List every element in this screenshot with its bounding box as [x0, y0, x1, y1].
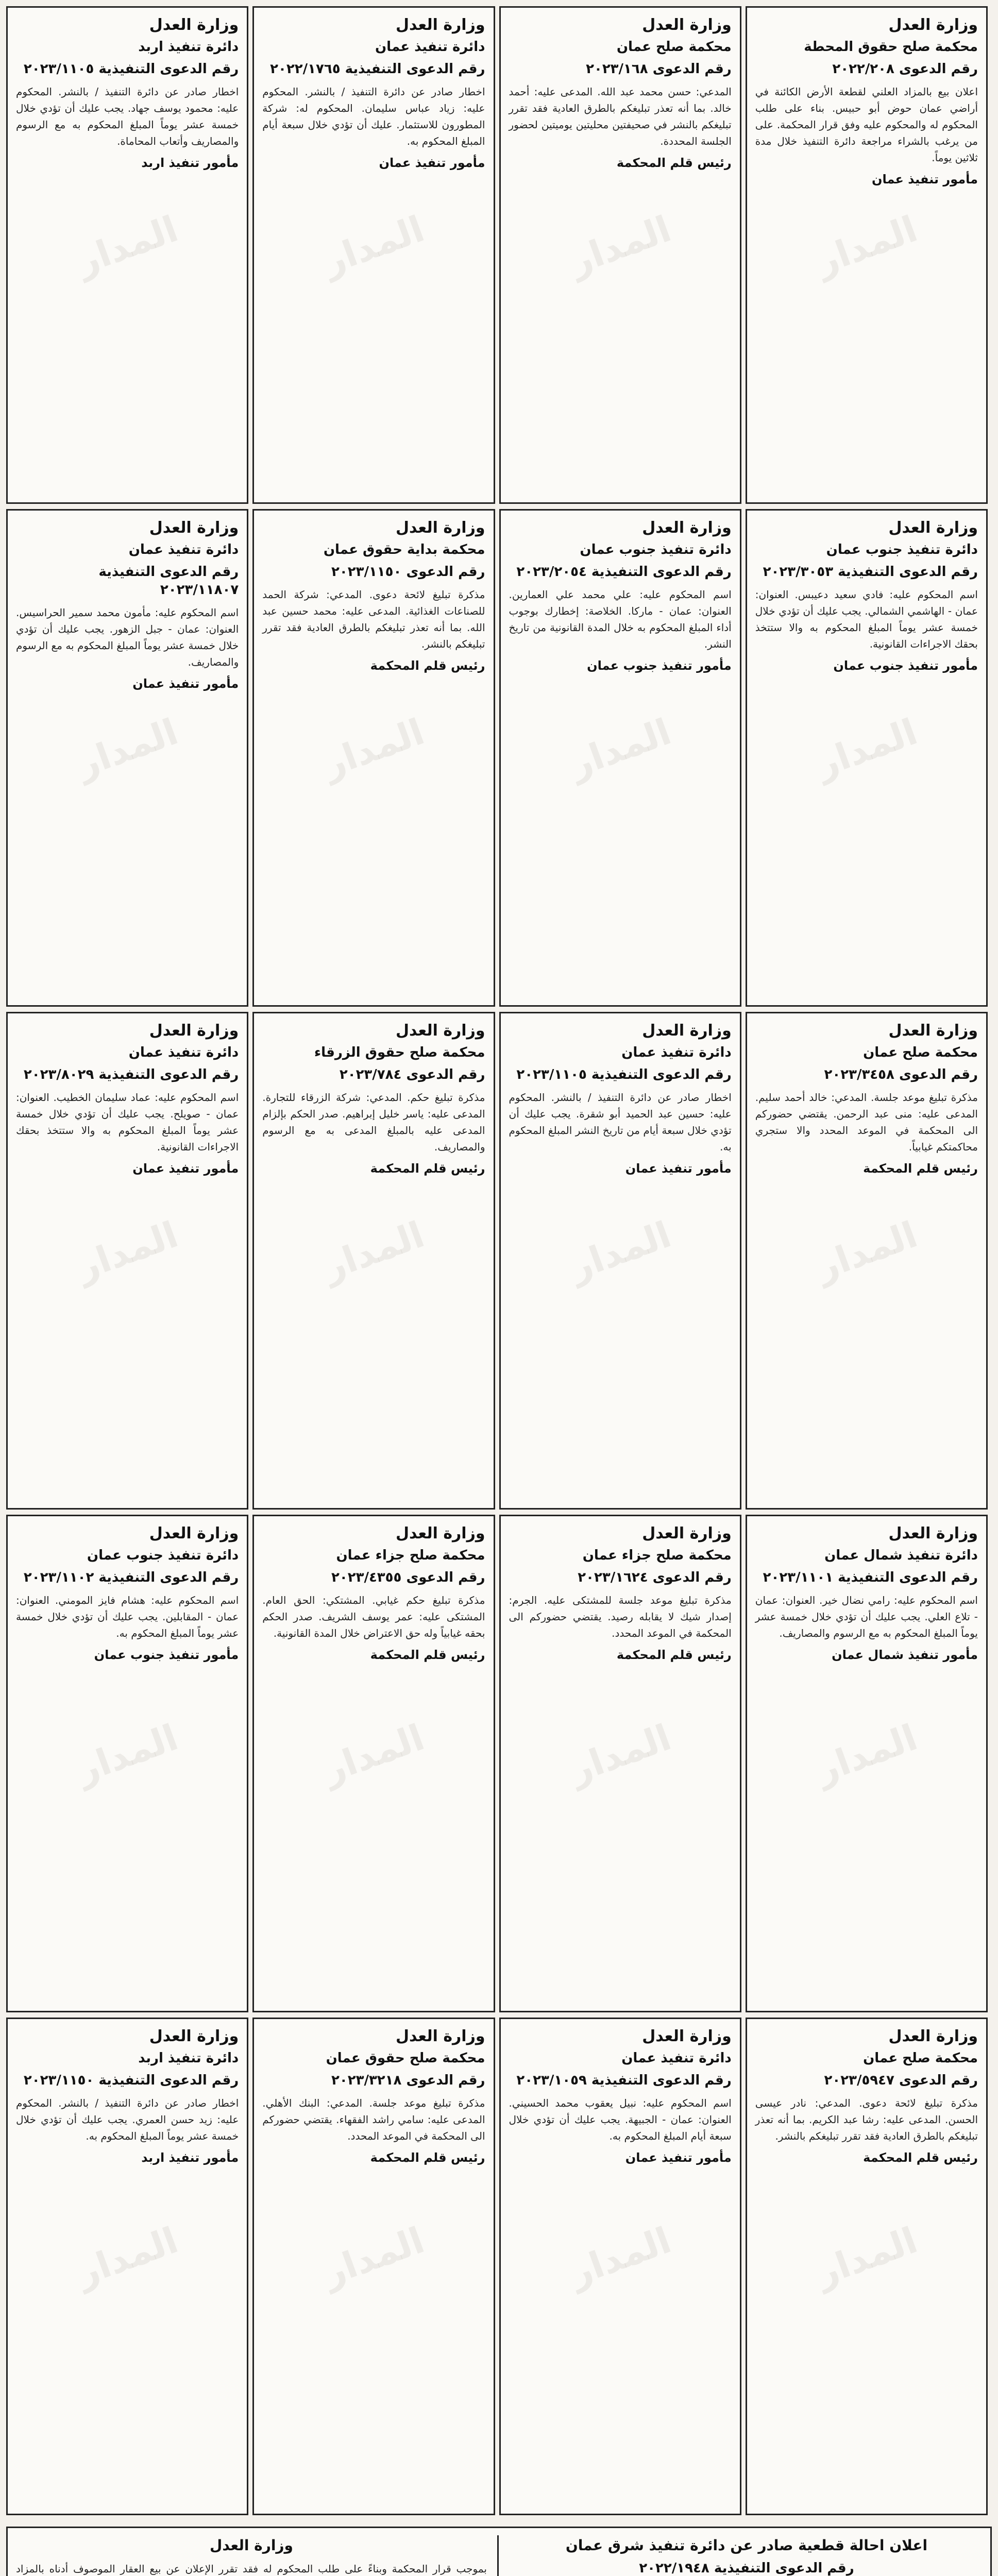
- ad-case-number: رقم الدعوى التنفيذية ٢٠٢٣/٢٠٥٤: [516, 564, 732, 580]
- ad-header: وزارة العدل: [888, 1022, 978, 1040]
- bottom-title-left: وزارة العدل: [210, 2537, 293, 2554]
- ad-case-number: رقم الدعوى التنفيذية ٢٠٢٣/٣٠٥٣: [763, 564, 978, 580]
- ad-cell: [499, 6, 741, 504]
- watermark: المدار: [71, 710, 184, 786]
- ad-signature: مأمور تنفيذ جنوب عمان: [587, 658, 732, 673]
- ad-signature: رئيس قلم المحكمة: [616, 1647, 732, 1662]
- ad-subheader: دائرة تنفيذ شمال عمان: [824, 1547, 978, 1563]
- ad-case-number: رقم الدعوى ٢٠٢٣/١١٥٠: [331, 564, 485, 580]
- ad-header: وزارة العدل: [888, 16, 978, 34]
- watermark: المدار: [810, 2218, 923, 2294]
- ad-header: وزارة العدل: [396, 1524, 485, 1543]
- watermark: المدار: [317, 207, 430, 283]
- ad-case-number: رقم الدعوى ٢٠٢٣/٥٩٤٧: [824, 2072, 978, 2088]
- ad-case-number: رقم الدعوى التنفيذية ٢٠٢٣/١١٥٠: [23, 2072, 239, 2088]
- ad-signature: رئيس قلم المحكمة: [370, 658, 485, 673]
- ad-case-number: رقم الدعوى التنفيذية ٢٠٢٣/١٠٥٩: [516, 2072, 732, 2088]
- ad-cell: [746, 509, 988, 1007]
- watermark: المدار: [810, 710, 923, 786]
- ad-header: وزارة العدل: [149, 1022, 239, 1040]
- ad-subheader: دائرة تنفيذ اربد: [138, 2050, 239, 2066]
- ad-body: مذكرة تبليغ حكم غيابي. المشتكي: الحق العام. المشتكى عليه: عمر يوسف الشريف. صدر الحكم بحقه غيابياً وله حق الاعتراض خلال المدة القانونية.: [262, 1594, 485, 1639]
- ad-header: وزارة العدل: [888, 519, 978, 537]
- watermark: المدار: [810, 207, 923, 283]
- bottom-case-number: رقم الدعوى التنفيذية ٢٠٢٢/١٩٤٨: [639, 2561, 854, 2576]
- ad-cell: [252, 2018, 495, 2515]
- ad-subheader: محكمة صلح حقوق المحطة: [804, 39, 978, 55]
- ad-header: وزارة العدل: [642, 1524, 732, 1543]
- ad-body: اسم المحكوم عليه: نبيل يعقوب محمد الحسيني. العنوان: عمان - الجبيهة. يجب عليك أن تؤدي خلال سبعة أيام المبلغ المحكوم به.: [509, 2096, 732, 2142]
- ad-body: مذكرة تبليغ حكم. المدعي: شركة الزرقاء للتجارة. المدعى عليه: ياسر خليل إبراهيم. صدر الحكم بإلزام المدعى عليه بالمبلغ المدعى به مع الرسوم والمصاريف.: [262, 1091, 485, 1153]
- ad-subheader: دائرة تنفيذ عمان: [375, 39, 485, 55]
- ad-header: وزارة العدل: [149, 2027, 239, 2045]
- watermark: المدار: [71, 1213, 184, 1289]
- ad-subheader: محكمة صلح عمان: [863, 1044, 978, 1060]
- ad-case-number: رقم الدعوى ٢٠٢٣/٧٨٤: [339, 1066, 485, 1082]
- ad-cell: [252, 6, 495, 504]
- watermark: المدار: [317, 2218, 430, 2294]
- watermark: المدار: [71, 1716, 184, 1791]
- ad-signature: رئيس قلم المحكمة: [370, 1161, 485, 1176]
- ad-signature: مأمور تنفيذ جنوب عمان: [833, 658, 978, 673]
- ad-header: وزارة العدل: [888, 2027, 978, 2045]
- ad-body: اعلان بيع بالمزاد العلني لقطعة الأرض الكائنة في أراضي عمان حوض أبو حبيس. بناء على طلب المحكوم له والمحكوم عليه وفق قرار المحكمة. على من يرغب بالشراء مراجعة دائرة التنفيذ خلال مدة ثلاثين يوماً.: [755, 85, 978, 164]
- ad-cell: [6, 509, 248, 1007]
- ad-signature: مأمور تنفيذ عمان: [379, 155, 485, 170]
- watermark: المدار: [564, 207, 676, 283]
- ad-subheader: دائرة تنفيذ عمان: [621, 1044, 732, 1060]
- watermark: المدار: [71, 207, 184, 283]
- ad-subheader: دائرة تنفيذ جنوب عمان: [580, 541, 732, 557]
- ad-cell: [746, 6, 988, 504]
- ad-signature: مأمور تنفيذ جنوب عمان: [94, 1647, 239, 1662]
- ad-header: وزارة العدل: [149, 16, 239, 34]
- ad-cell: [499, 509, 741, 1007]
- ad-signature: مأمور تنفيذ اربد: [141, 155, 239, 170]
- ad-header: وزارة العدل: [149, 1524, 239, 1543]
- ad-subheader: دائرة تنفيذ اربد: [138, 39, 239, 55]
- ad-header: وزارة العدل: [642, 1022, 732, 1040]
- ad-signature: مأمور تنفيذ عمان: [132, 1161, 239, 1176]
- ad-cell: [499, 2018, 741, 2515]
- ad-case-number: رقم الدعوى ٢٠٢٣/٣٤٥٨: [824, 1066, 978, 1082]
- ad-cell: [6, 1515, 248, 2012]
- ad-body: اسم المحكوم عليه: رامي نضال خير. العنوان: عمان - تلاع العلي. يجب عليك أن تؤدي خلال خمسة عشر يوماً المبلغ المحكوم به مع الرسوم والمصاريف.: [755, 1594, 978, 1639]
- ad-subheader: دائرة تنفيذ عمان: [621, 2050, 732, 2066]
- ad-case-number: رقم الدعوى التنفيذية ٢٠٢٣/١١٨٠٧: [98, 564, 239, 598]
- watermark: المدار: [564, 1213, 676, 1289]
- ad-body: اسم المحكوم عليه: هشام فايز المومني. العنوان: عمان - المقابلين. يجب عليك أن تؤدي خلال خمسة عشر يوماً المبلغ المحكوم به.: [16, 1594, 239, 1639]
- ad-signature: مأمور تنفيذ شمال عمان: [832, 1647, 978, 1662]
- ad-cell: [252, 1012, 495, 1510]
- bottom-right-column: [511, 2535, 982, 2576]
- ad-subheader: دائرة تنفيذ عمان: [128, 541, 239, 557]
- ad-signature: مأمور تنفيذ عمان: [132, 676, 239, 691]
- ad-body: مذكرة تبليغ لائحة دعوى. المدعي: نادر عيسى الحسن. المدعى عليه: رشا عبد الكريم. بما أنه تعذر تبليغكم بالطرق العادية فقد تقرر تبليغكم بالنشر.: [755, 2096, 978, 2142]
- ad-header: وزارة العدل: [396, 1022, 485, 1040]
- ad-case-number: رقم الدعوى التنفيذية ٢٠٢٣/١١٠٥: [516, 1066, 732, 1082]
- ad-header: وزارة العدل: [396, 2027, 485, 2045]
- ad-signature: مأمور تنفيذ عمان: [625, 1161, 732, 1176]
- ad-signature: مأمور تنفيذ اربد: [141, 2150, 239, 2165]
- ad-cell: [499, 1012, 741, 1510]
- ad-cell: [746, 1515, 988, 2012]
- watermark: المدار: [564, 710, 676, 786]
- newspaper-page: [6, 6, 992, 2576]
- ad-case-number: رقم الدعوى التنفيذية ٢٠٢٢/١٧٦٥: [270, 61, 485, 77]
- watermark: المدار: [317, 1716, 430, 1791]
- ad-subheader: محكمة صلح حقوق الزرقاء: [314, 1044, 485, 1060]
- ad-signature: رئيس قلم المحكمة: [616, 155, 732, 170]
- ad-body: اخطار صادر عن دائرة التنفيذ / بالنشر. المحكوم عليه: حسين عبد الحميد أبو شقرة. يجب عليك أن تؤدي خلال سبعة أيام من تاريخ النشر المبلغ المحكوم به.: [509, 1091, 732, 1153]
- watermark: المدار: [317, 710, 430, 786]
- ad-case-number: رقم الدعوى ٢٠٢٣/١٦٨: [586, 61, 732, 77]
- ad-subheader: محكمة بداية حقوق عمان: [323, 541, 485, 557]
- ad-signature: رئيس قلم المحكمة: [370, 1647, 485, 1662]
- ad-body: اخطار صادر عن دائرة التنفيذ / بالنشر. المحكوم عليه: زيد حسن العمري. يجب عليك أن تؤدي خلال خمسة عشر يوماً المبلغ المحكوم به.: [16, 2096, 239, 2142]
- watermark: المدار: [810, 1213, 923, 1289]
- ad-cell: [252, 1515, 495, 2012]
- ad-body: مذكرة تبليغ موعد جلسة للمشتكى عليه. الجرم: إصدار شيك لا يقابله رصيد. يقتضي حضوركم الى المحكمة في الموعد المحدد.: [509, 1594, 732, 1639]
- ad-case-number: رقم الدعوى ٢٠٢٢/٢٠٨: [832, 61, 978, 77]
- bottom-left-column: [16, 2535, 499, 2576]
- ad-body: المدعي: حسن محمد عبد الله. المدعى عليه: أحمد خالد. بما أنه تعذر تبليغكم بالطرق العادية فقد تقرر تبليغكم بالنشر في صحيفتين محليتين يوميتين لحضور الجلسة المحددة.: [509, 85, 732, 147]
- ad-body: اسم المحكوم عليه: عماد سليمان الخطيب. العنوان: عمان - صويلح. يجب عليك أن تؤدي خلال خمسة عشر يوماً المبلغ المحكوم به والا ستتخذ بحقك الاجراءات القانونية.: [16, 1091, 239, 1153]
- ad-body: مذكرة تبليغ موعد جلسة. المدعي: خالد أحمد سليم. المدعى عليه: منى عبد الرحمن. يقتضي حضوركم الى المحكمة في الموعد المحدد والا ستجري محاكمتكم غيابياً.: [755, 1091, 978, 1153]
- ad-case-number: رقم الدعوى التنفيذية ٢٠٢٣/١١٠٢: [23, 1569, 239, 1585]
- ad-signature: رئيس قلم المحكمة: [863, 2150, 978, 2165]
- ad-signature: رئيس قلم المحكمة: [370, 2150, 485, 2165]
- ad-case-number: رقم الدعوى التنفيذية ٢٠٢٣/٨٠٢٩: [23, 1066, 239, 1082]
- ad-subheader: دائرة تنفيذ عمان: [128, 1044, 239, 1060]
- ad-cell: [6, 2018, 248, 2515]
- ad-cell: [499, 1515, 741, 2012]
- watermark: المدار: [564, 1716, 676, 1791]
- ad-subheader: محكمة صلح عمان: [863, 2050, 978, 2066]
- watermark: المدار: [71, 2218, 184, 2294]
- ad-header: وزارة العدل: [642, 16, 732, 34]
- ad-subheader: محكمة صلح جزاء عمان: [582, 1547, 732, 1563]
- ad-case-number: رقم الدعوى ٢٠٢٣/٣٢١٨: [331, 2072, 485, 2088]
- ad-cell: [746, 1012, 988, 1510]
- ad-cell: [746, 2018, 988, 2515]
- ad-case-number: رقم الدعوى ٢٠٢٣/٤٣٥٥: [331, 1569, 485, 1585]
- bottom-announcement: [6, 2527, 992, 2576]
- ad-header: وزارة العدل: [396, 519, 485, 537]
- ad-signature: مأمور تنفيذ عمان: [871, 172, 978, 187]
- ad-subheader: محكمة صلح جزاء عمان: [336, 1547, 485, 1563]
- ad-body: اسم المحكوم عليه: مأمون محمد سمير الحراسيس. العنوان: عمان - جبل الزهور. يجب عليك أن تؤدي خلال خمسة عشر يوماً المبلغ المحكوم به مع الرسوم والمصاريف.: [16, 606, 239, 668]
- ad-header: وزارة العدل: [888, 1524, 978, 1543]
- ad-case-number: رقم الدعوى ٢٠٢٣/١٦٢٤: [578, 1569, 732, 1585]
- ad-case-number: رقم الدعوى التنفيذية ٢٠٢٣/١١٠٥: [23, 61, 239, 77]
- ad-subheader: محكمة صلح حقوق عمان: [326, 2050, 485, 2066]
- watermark: المدار: [564, 2218, 676, 2294]
- ad-body: مذكرة تبليغ لائحة دعوى. المدعي: شركة الحمد للصناعات الغذائية. المدعى عليه: محمد حسين عبد الله. بما أنه تعذر تبليغكم بالطرق العادية فقد تقرر تبليغكم بالنشر.: [262, 588, 485, 650]
- ad-subheader: دائرة تنفيذ جنوب عمان: [826, 541, 978, 557]
- ad-body: اخطار صادر عن دائرة التنفيذ / بالنشر. المحكوم عليه: محمود يوسف جهاد. يجب عليك أن تؤدي خلال خمسة عشر يوماً المبلغ المحكوم به مع الرسوم والمصاريف وأتعاب المحاماة.: [16, 85, 239, 147]
- ad-cell: [6, 6, 248, 504]
- ad-body: مذكرة تبليغ موعد جلسة. المدعي: البنك الأهلي. المدعى عليه: سامي راشد الفقهاء. يقتضي حضوركم الى المحكمة في الموعد المحدد.: [262, 2096, 485, 2142]
- ad-body: اسم المحكوم عليه: علي محمد علي العمارين. العنوان: عمان - ماركا. الخلاصة: إخطارك بوجوب أداء المبلغ المحكوم به خلال المدة القانونية من تاريخ النشر.: [509, 588, 732, 650]
- bottom-body-left: بموجب قرار المحكمة وبناءً على طلب المحكوم له فقد تقرر الإعلان عن بيع العقار الموصوف أدناه بالمزاد: [16, 2563, 487, 2575]
- ad-header: وزارة العدل: [396, 16, 485, 34]
- ad-cell: [6, 1012, 248, 1510]
- ad-cell: [252, 509, 495, 1007]
- ad-case-number: رقم الدعوى التنفيذية ٢٠٢٣/١١٠١: [763, 1569, 978, 1585]
- ad-header: وزارة العدل: [642, 519, 732, 537]
- ad-subheader: محكمة صلح عمان: [616, 39, 732, 55]
- ad-subheader: دائرة تنفيذ جنوب عمان: [87, 1547, 239, 1563]
- bottom-title-right: اعلان احالة قطعية صادر عن دائرة تنفيذ شرق عمان: [565, 2537, 928, 2554]
- ad-header: وزارة العدل: [642, 2027, 732, 2045]
- watermark: المدار: [810, 1716, 923, 1791]
- ad-body: اخطار صادر عن دائرة التنفيذ / بالنشر. المحكوم عليه: زياد عباس سليمان. المحكوم له: شركة المطورون للاستثمار. عليك أن تؤدي خلال سبعة أيام المبلغ المحكوم به.: [262, 85, 485, 147]
- ad-signature: رئيس قلم المحكمة: [863, 1161, 978, 1176]
- ad-header: وزارة العدل: [149, 519, 239, 537]
- ad-signature: مأمور تنفيذ عمان: [625, 2150, 732, 2165]
- ad-body: اسم المحكوم عليه: فادي سعيد دعيبس. العنوان: عمان - الهاشمي الشمالي. يجب عليك أن تؤدي خلال خمسة عشر يوماً المبلغ المحكوم به والا ستتخذ بحقك الاجراءات القانونية.: [755, 588, 978, 650]
- watermark: المدار: [317, 1213, 430, 1289]
